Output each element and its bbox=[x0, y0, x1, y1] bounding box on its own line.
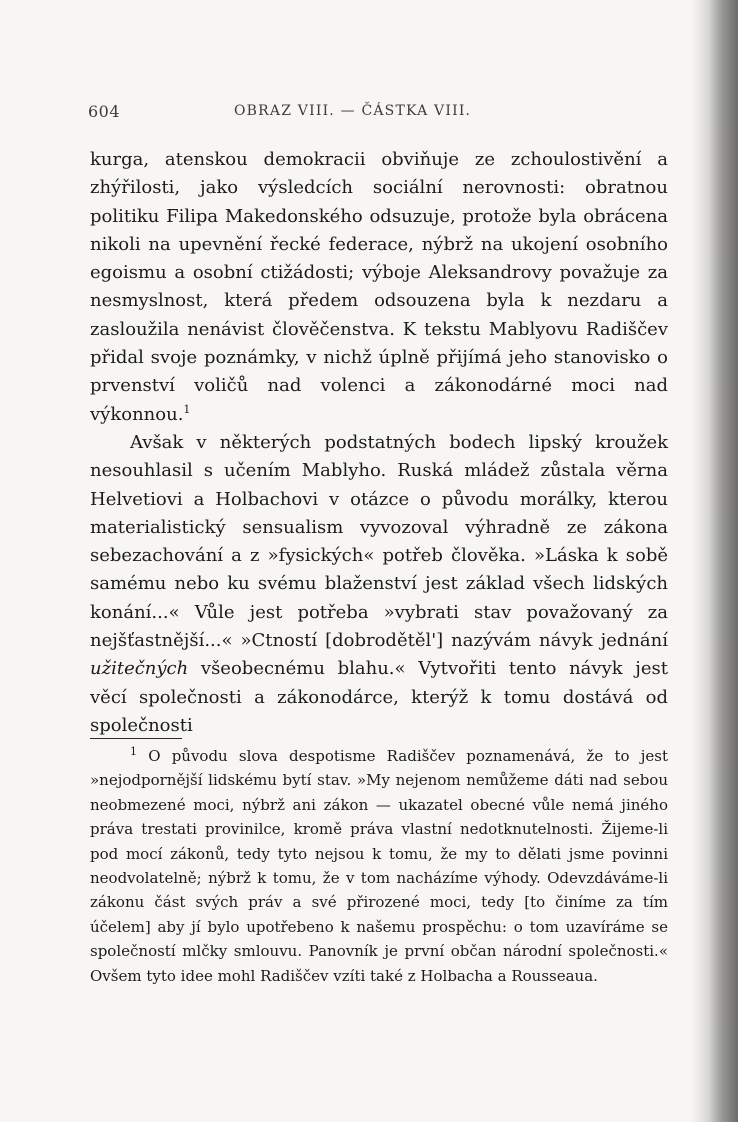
footnote-text: O původu slova despotisme Radiščev poznamenává, že to jest »nejodpornější lidskému bytí stav. »My nejenom nemůžeme dáti nad sebou neobmezené moci, nýbrž ani zákon — ukazatel obecné vůle nemá jiného práva trestati provinilce, kromě práva vlastní nedotknutelnosti. Žijeme-li pod mocí zákonů, tedy tyto nejsou k tomu, že my to dělati jsme povinni neodvolatelně; nýbrž k tomu, že v tom nacházíme výhody. Odevzdáváme-li zákonu část svých práv a své přirozené moci, tedy [to činíme za tím účelem] aby jí bylo upotřebeno k našemu prospěchu: o tom uzavíráme se společností mlčky smlouvu. Panovník je první občan národní společnosti.« Ovšem tyto idee mohl Radiščev vzíti také z Holbacha a Rousseaua. bbox=[90, 747, 668, 985]
paragraph-1 bbox=[90, 146, 668, 429]
footnote-reference: 1 bbox=[183, 402, 191, 416]
emphasized-word: užitečných bbox=[90, 658, 189, 680]
footnote-paragraph bbox=[90, 744, 668, 988]
paragraph-2-text-end: všeobecnému blahu.« Vytvořiti tento návyk jest věcí společnosti a zákonodárce, kterýž k tomu dostává od společnosti bbox=[90, 658, 668, 736]
footnote-mark: 1 bbox=[130, 745, 137, 758]
footnote-divider bbox=[90, 738, 182, 739]
paragraph-2-text-start: Avšak v některých podstatných bodech lipský kroužek nesouhlasil s učením Mablyho. Ruská mládež zůstala věrna Helvetiovi a Holbachovi v otázce o původu morálky, kterou materialistický sensualism vyvozoval výhradně ze zákona sebezachování a z »fysických« potřeb člověka. »Láska k sobě samému nebo ku svému blaženství jest základ všech lidských konání...« Vůle jest potřeba »vybrati stav považovaný za nejšťastnější...« »Ctností [dobrodětěl'] nazývám návyk jednání bbox=[90, 431, 668, 652]
page-edge-shadow bbox=[692, 0, 738, 1122]
footnote bbox=[90, 744, 668, 988]
paragraph-1-text: kurga, atenskou demokracii obviňuje ze zchoulostivění a zhýřilosti, jako výsledcích sociální nerovnosti: obratnou politiku Filipa Makedonského odsuzuje, protože byla obrácena nikoli na upevnění řecké federace, nýbrž na ukojení osobního egoismu a osobní ctižádosti; výboje Aleksandrovy považuje za nesmyslnost, která předem odsouzena byla k nezdaru a zasloužila nenávist člověčenstva. K tekstu Mablyovu Radiščev přidal svoje poznámky, v nichž úplně přijímá jeho stanovisko o prvenství voličů nad volenci a zákonodárné moci nad výkonnou. bbox=[90, 149, 668, 425]
page-number: 604 bbox=[88, 102, 121, 121]
main-text bbox=[90, 146, 668, 740]
running-title: OBRAZ VIII. — ČÁSTKA VIII. bbox=[234, 103, 472, 119]
paragraph-2 bbox=[90, 429, 668, 740]
page-header bbox=[88, 96, 668, 124]
